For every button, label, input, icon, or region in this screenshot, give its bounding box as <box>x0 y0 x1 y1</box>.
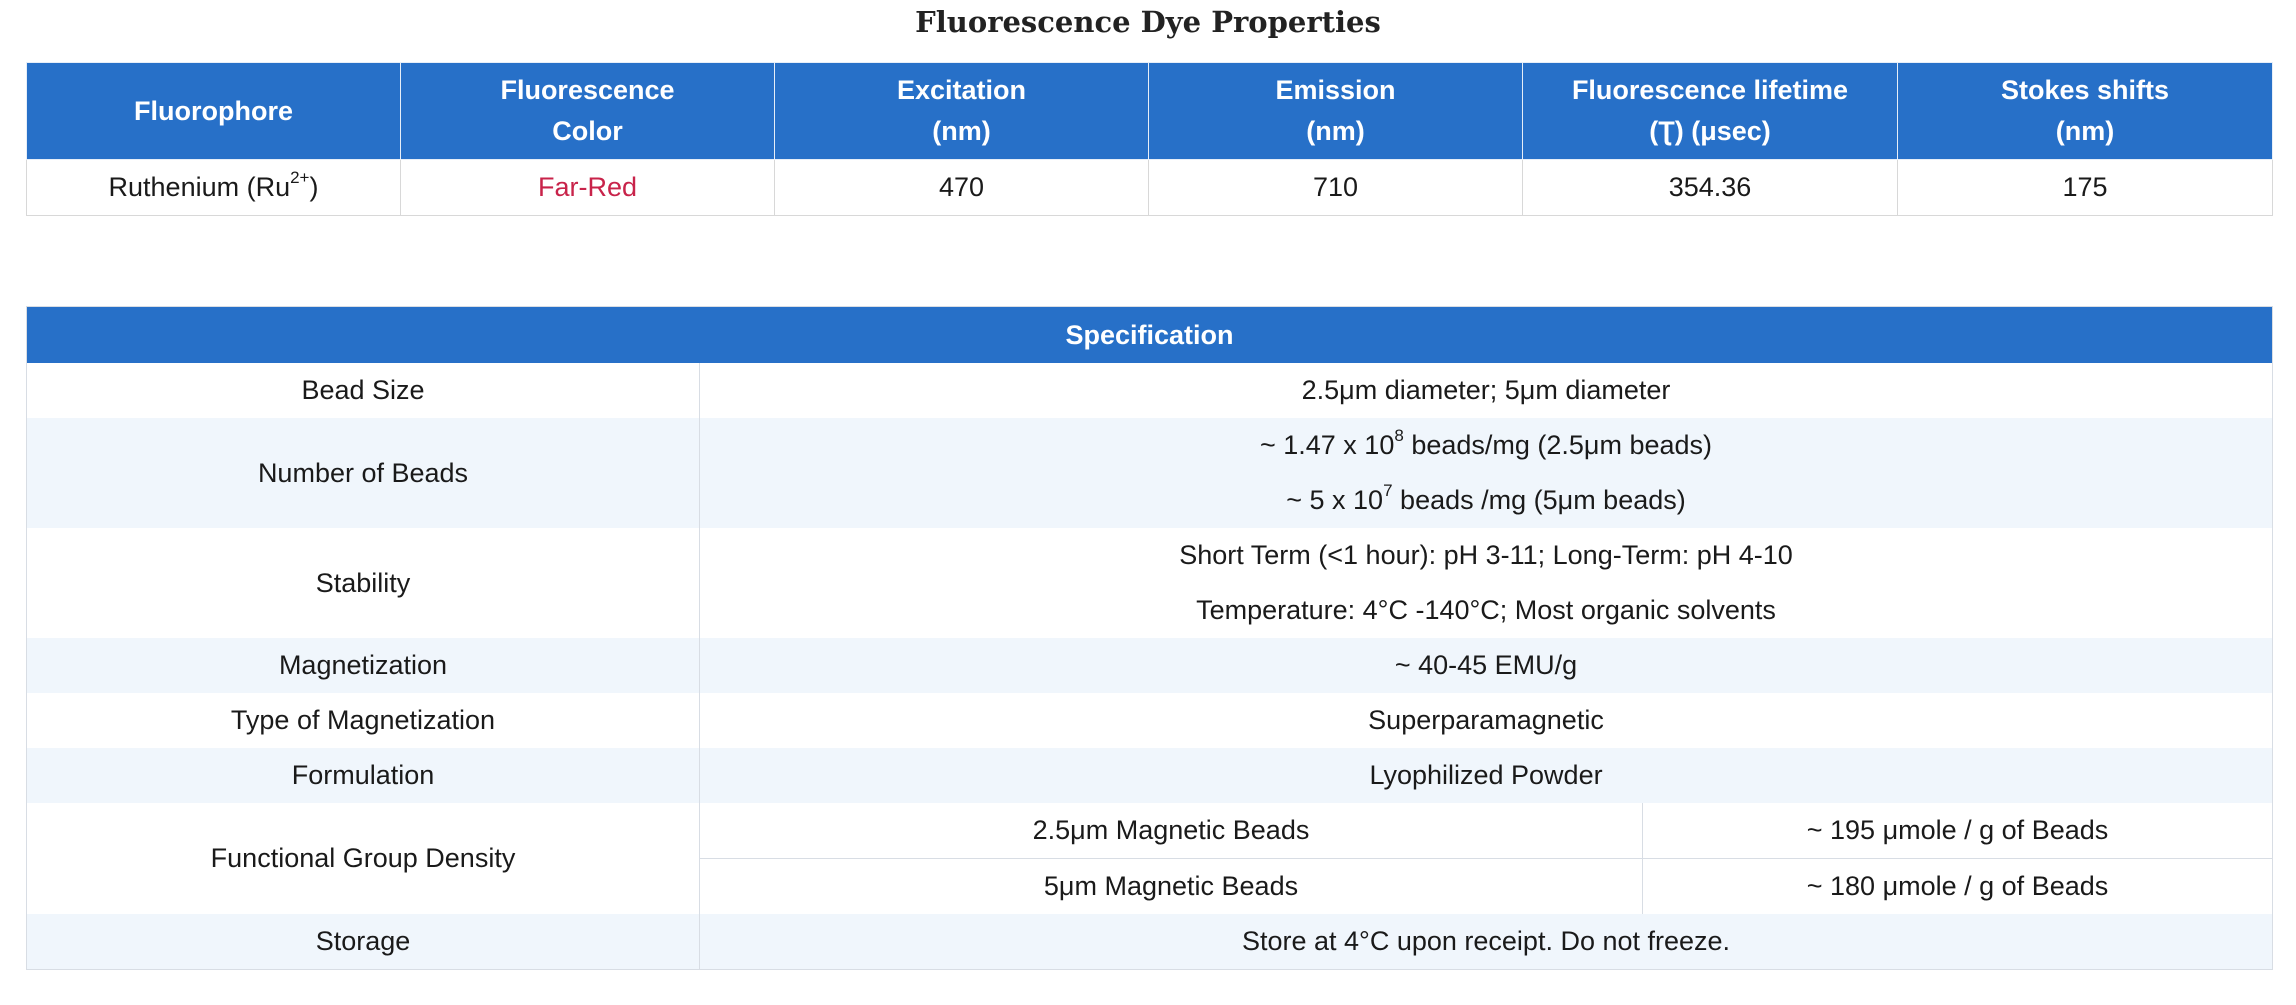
header-excitation: Excitation (nm) <box>775 63 1149 160</box>
spec-label: Storage <box>27 914 700 970</box>
spec-value: ~ 5 x $10^7$ beads /mg (5μm beads) <box>700 473 2273 528</box>
spec-density-value: ~ 195 μmole / g of Beads <box>1643 803 2273 859</box>
header-fluorescence-color: Fluorescence Color <box>401 63 775 160</box>
spec-row-magnetization <box>27 638 2273 693</box>
spec-row-stability <box>27 528 2273 583</box>
spec-label: Formulation <box>27 748 700 803</box>
dye-table-header-row <box>27 63 2273 160</box>
spec-row-bead-size <box>27 363 2273 418</box>
spec-header: Specification <box>27 307 2273 364</box>
spec-bead-type: 5μm Magnetic Beads <box>700 859 1643 915</box>
spec-bead-type: 2.5μm Magnetic Beads <box>700 803 1643 859</box>
spec-value: Short Term (<1 hour): pH 3-11; Long-Term: pH 4-10 <box>1179 540 1793 570</box>
cell-emission: 710 <box>1149 160 1523 216</box>
page-title: Fluorescence Dye Properties <box>915 5 1381 39</box>
spec-label: Type of Magnetization <box>27 693 700 748</box>
cell-stokes-shift: 175 <box>1898 160 2273 216</box>
spec-header-row <box>27 307 2273 364</box>
spec-row-functional-group-density <box>27 803 2273 859</box>
spec-value: Temperature: 4°C -140°C; Most organic solvents <box>1196 595 1776 625</box>
cell-excitation: 470 <box>775 160 1149 216</box>
header-fluorophore: Fluorophore <box>27 63 401 160</box>
spec-label: Number of Beads <box>27 418 700 528</box>
header-emission: Emission (nm) <box>1149 63 1523 160</box>
spec-row-number-of-beads <box>27 418 2273 473</box>
dye-table-row <box>27 160 2273 216</box>
spec-row-type-of-magnetization <box>27 693 2273 748</box>
spec-value: Superparamagnetic <box>1368 705 1604 735</box>
spec-label: Magnetization <box>27 638 700 693</box>
cell-fluorophore: Ruthenium $(Ru^{2+})$ <box>27 160 401 216</box>
cell-lifetime: 354.36 <box>1523 160 1898 216</box>
header-stokes-shifts: Stokes shifts (nm) <box>1898 63 2273 160</box>
spec-value: ~ 40-45 EMU/g <box>700 638 2273 693</box>
fluorescence-dye-table <box>26 62 2273 216</box>
header-fluorescence-lifetime: Fluorescence lifetime (Ʈ) (μsec) <box>1523 63 1898 160</box>
spec-value: Lyophilized Powder <box>700 748 2273 803</box>
specification-table <box>26 306 2273 970</box>
spec-value: ~ 1.47 x $10^8$ beads/mg (2.5μm beads) <box>700 418 2273 473</box>
spec-value: 2.5μm diameter; 5μm diameter <box>1301 375 1671 405</box>
cell-fluorescence-color: Far-Red <box>401 160 775 216</box>
spec-label: Bead Size <box>27 363 700 418</box>
spec-label: Stability <box>27 528 700 638</box>
spec-value: Store at 4°C upon receipt. Do not freeze. <box>700 914 2273 970</box>
spec-row-formulation <box>27 748 2273 803</box>
spec-density-value: ~ 180 μmole / g of Beads <box>1806 871 2109 901</box>
spec-label: Functional Group Density <box>27 803 700 914</box>
spec-row-storage <box>27 914 2273 970</box>
